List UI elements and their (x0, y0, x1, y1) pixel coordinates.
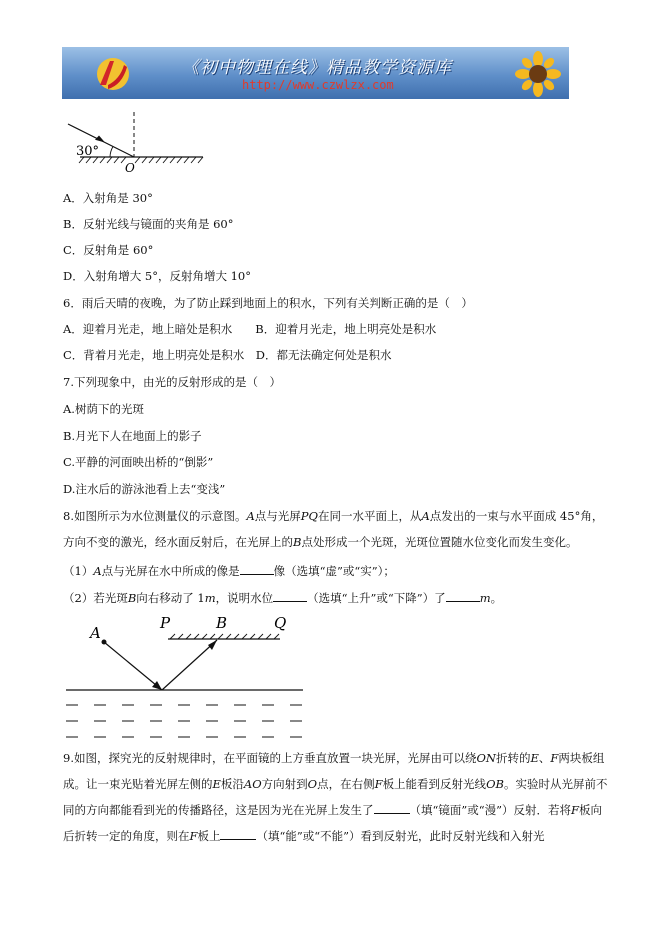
banner-url: http://www.czwlzx.com (242, 78, 394, 92)
label-p: P (160, 614, 171, 632)
q7-option-a: A.树荫下的光斑 (63, 402, 144, 416)
label-b: B (216, 614, 228, 632)
q7-option-b: B.月光下人在地面上的影子 (63, 429, 202, 443)
q8-sub2: （2）若光斑B向右移动了 1m，说明水位 （选填“上升”或“下降”）了 m。 (63, 591, 503, 605)
q9-blank-1[interactable] (374, 801, 410, 814)
q5-option-a: A．入射角是 30° (63, 191, 153, 205)
q8-blank-1[interactable] (240, 562, 274, 575)
q5-option-d: D．入射角增大 5°，反射角增大 10° (63, 269, 251, 283)
q5-option-c: C．反射角是 60° (63, 243, 154, 257)
q5-option-b: B．反射光线与镜面的夹角是 60° (63, 217, 234, 231)
site-logo-icon (94, 55, 132, 93)
angle-label: 30° (76, 144, 100, 159)
q6-stem: 6．雨后天晴的夜晚，为了防止踩到地面上的积水，下列有关判断正确的是（ ） (63, 296, 473, 310)
reflected-arrowhead (208, 640, 217, 650)
reflection-diagram-1 (58, 112, 208, 174)
q9-stem: 9.如图，探究光的反射规律时，在平面镜的上方垂直放置一块光屏，光屏由可以绕ON折转的E、F两块板组成。让一束光贴着光屏左侧的E板沿AO方向射到O点，在右侧F板上能看到反射光线OB。实验时从光屏前不同的方向都能看到光的传播路径，这是因为光在光屏上发生了 （填“镜面”或“漫”）反射．若将F板向后折转一定的角度，则在F板上 （填“能”或“不能”）看到反射光，此时反射光线和入射光 (63, 751, 608, 843)
header-banner (62, 47, 569, 99)
sunflower-icon (513, 51, 563, 97)
angle-arc (110, 147, 113, 158)
ray-arrowhead (95, 136, 105, 143)
q7-option-c: C.平静的河面映出桥的“倒影” (63, 455, 214, 469)
q9-blank-2[interactable] (220, 827, 256, 840)
q7-stem: 7.下列现象中，由光的反射形成的是（ ） (63, 375, 281, 389)
q8-stem: 8.如图所示为水位测量仪的示意图。A点与光屏PQ在同一水平面上，从A点发出的一束与水平面成 45°角，方向不变的激光，经水面反射后，在光屏上的B点处形成一个光斑，光斑位置随水位变化而发生变化。 (63, 509, 604, 549)
q8-blank-2[interactable] (273, 589, 307, 602)
q6-options-row2: C．背着月光走，地上明亮处是积水 D．都无法确定何处是积水 (63, 348, 392, 362)
label-q: Q (274, 614, 287, 632)
incident-laser (104, 642, 162, 690)
q8-sub1: （1）A点与光屏在水中所成的像是 像（选填“虚”或“实”）； (63, 564, 395, 578)
point-o-label: O (125, 161, 135, 174)
water-waves (66, 705, 302, 737)
q6-options-row1: A．迎着月光走，地上暗处是积水 B．迎着月光走，地上明亮处是积水 (63, 322, 437, 336)
screen-hatching (170, 634, 279, 639)
q8-blank-3[interactable] (446, 589, 480, 602)
q7-option-d: D.注水后的游泳池看上去“变浅” (63, 482, 226, 496)
banner-title: 《初中物理在线》精品教学资源库 (182, 58, 452, 78)
water-level-diagram (58, 612, 318, 747)
label-a: A (90, 624, 101, 642)
reflected-laser (162, 640, 217, 690)
